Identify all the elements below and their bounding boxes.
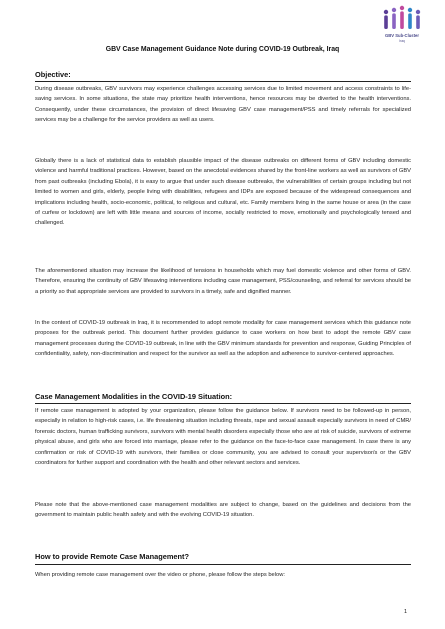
section-heading-remote: How to provide Remote Case Management? — [35, 552, 189, 561]
logo-figure-body — [408, 13, 412, 29]
logo-figure-head — [408, 8, 412, 12]
logo-text: GBV Sub-Cluster — [385, 33, 419, 38]
paragraph: Globally there is a lack of statistical data to establish plausible impact of the disease outbreaks on different forms of GBV including domestic violence and harmful traditional practices. However, based on the anecdotal evidences shared by the front-line workers as well as survivors of GBV from past outbreaks (including Ebola), it is easy to argue that under such disease outbreaks, the vulnerabilities of certain groups including but not limited to women and girls, elderly, people living with disabilities, refugees and IDPs are exposed because of the widespread consequences and implications including health, socio-economic, political, to religious and cultural, etc. Family members living in the same house or area (in the case of curfew or lockdown) are left with little means and sources of income, socially restricted to move, emotionally and psychologically tensed and challenged. — [35, 158, 411, 227]
gbv-sub-cluster-logo — [378, 2, 426, 48]
logo-figure-head — [384, 10, 388, 14]
logo-figure-body — [400, 11, 404, 29]
logo-figure-body — [384, 15, 388, 29]
logo-figure-head — [392, 8, 396, 12]
paragraph: In the context of COVID-19 outbreak in Iraq, it is recommended to adopt remote modality for case management services which this guidance note proposes for the outbreak period. This document further provides guidance to case workers on how best to adopt the remote GBV case management processes during the COVID-19 outbreak, in line with the GBV minimum standards for prevention and response, Guiding Principles of confidentiality, safety, non-discrimination and respect for the survivor as well as the adoption and adherence to survivor-centered approaches. — [35, 320, 411, 358]
logo-figure-head — [400, 6, 404, 10]
paragraph: If remote case management is adopted by your organization, please follow the guidance below. If survivors need to be followed-up in person, especially in relation to high-risk cases, i.e. life threatening situation including threats, rape and sexual assault especially survivors in need of CMR/ forensic doctors, human trafficking survivors, survivors with mental health disorders especially those who are at risk of suicide, survivors of extreme physical abuse, and girls who are forced into marriage, please refer to the guidance on the face-to-face case management. In case there is any confirmation or risk of COVID-19 with survivors, their families or close community, you are advised to consult your supervisor/s or the GBV coordinators for further support and coordination with the health and other relevant sectors and services. — [35, 408, 411, 467]
paragraph: Please note that the above-mentioned case management modalities are subject to change, based on the guidelines and decisions from the government to maintain public health safety and with the evolving COVID-19 situation. — [35, 502, 411, 519]
logo-figures-icon — [378, 2, 426, 33]
document-title: GBV Case Management Guidance Note during COVID-19 Outbreak, Iraq — [105, 46, 340, 53]
logo-subtext: Iraq — [399, 39, 405, 43]
paragraph: During disease outbreaks, GBV survivors may experience challenges accessing services due to limited movement and access constraints to life-saving services. In some situations, the state may prioritize health interventions, hence resources may be diverted to the health interventions. Consequently, under these circumstances, the provision of direct lifesaving GBV case management/PSS and timely referrals for specialized services may be a challenge for the service providers as well as users. — [35, 86, 411, 124]
section-heading-objective: Objective: — [35, 70, 71, 79]
paragraph: When providing remote case management over the video or phone, please follow the steps below: — [35, 572, 285, 578]
section-divider — [35, 564, 411, 565]
page-number: 1 — [404, 609, 408, 615]
logo-figure-body — [416, 15, 420, 29]
logo-figure-body — [392, 13, 396, 29]
paragraph: The aforementioned situation may increase the likelihood of tensions in households which may fuel domestic violence and other forms of GBV. Therefore, ensuring the continuity of GBV lifesaving interventions including case management, PSS/counseling, and referral for services should be a priority so that appropriate services are provided to survivors in a timely, safe and dignified manner. — [35, 268, 411, 295]
section-divider — [35, 81, 411, 82]
logo-figure-head — [416, 10, 420, 14]
section-heading-modalities: Case Management Modalities in the COVID-19 Situation: — [35, 392, 233, 401]
section-divider — [35, 403, 411, 404]
